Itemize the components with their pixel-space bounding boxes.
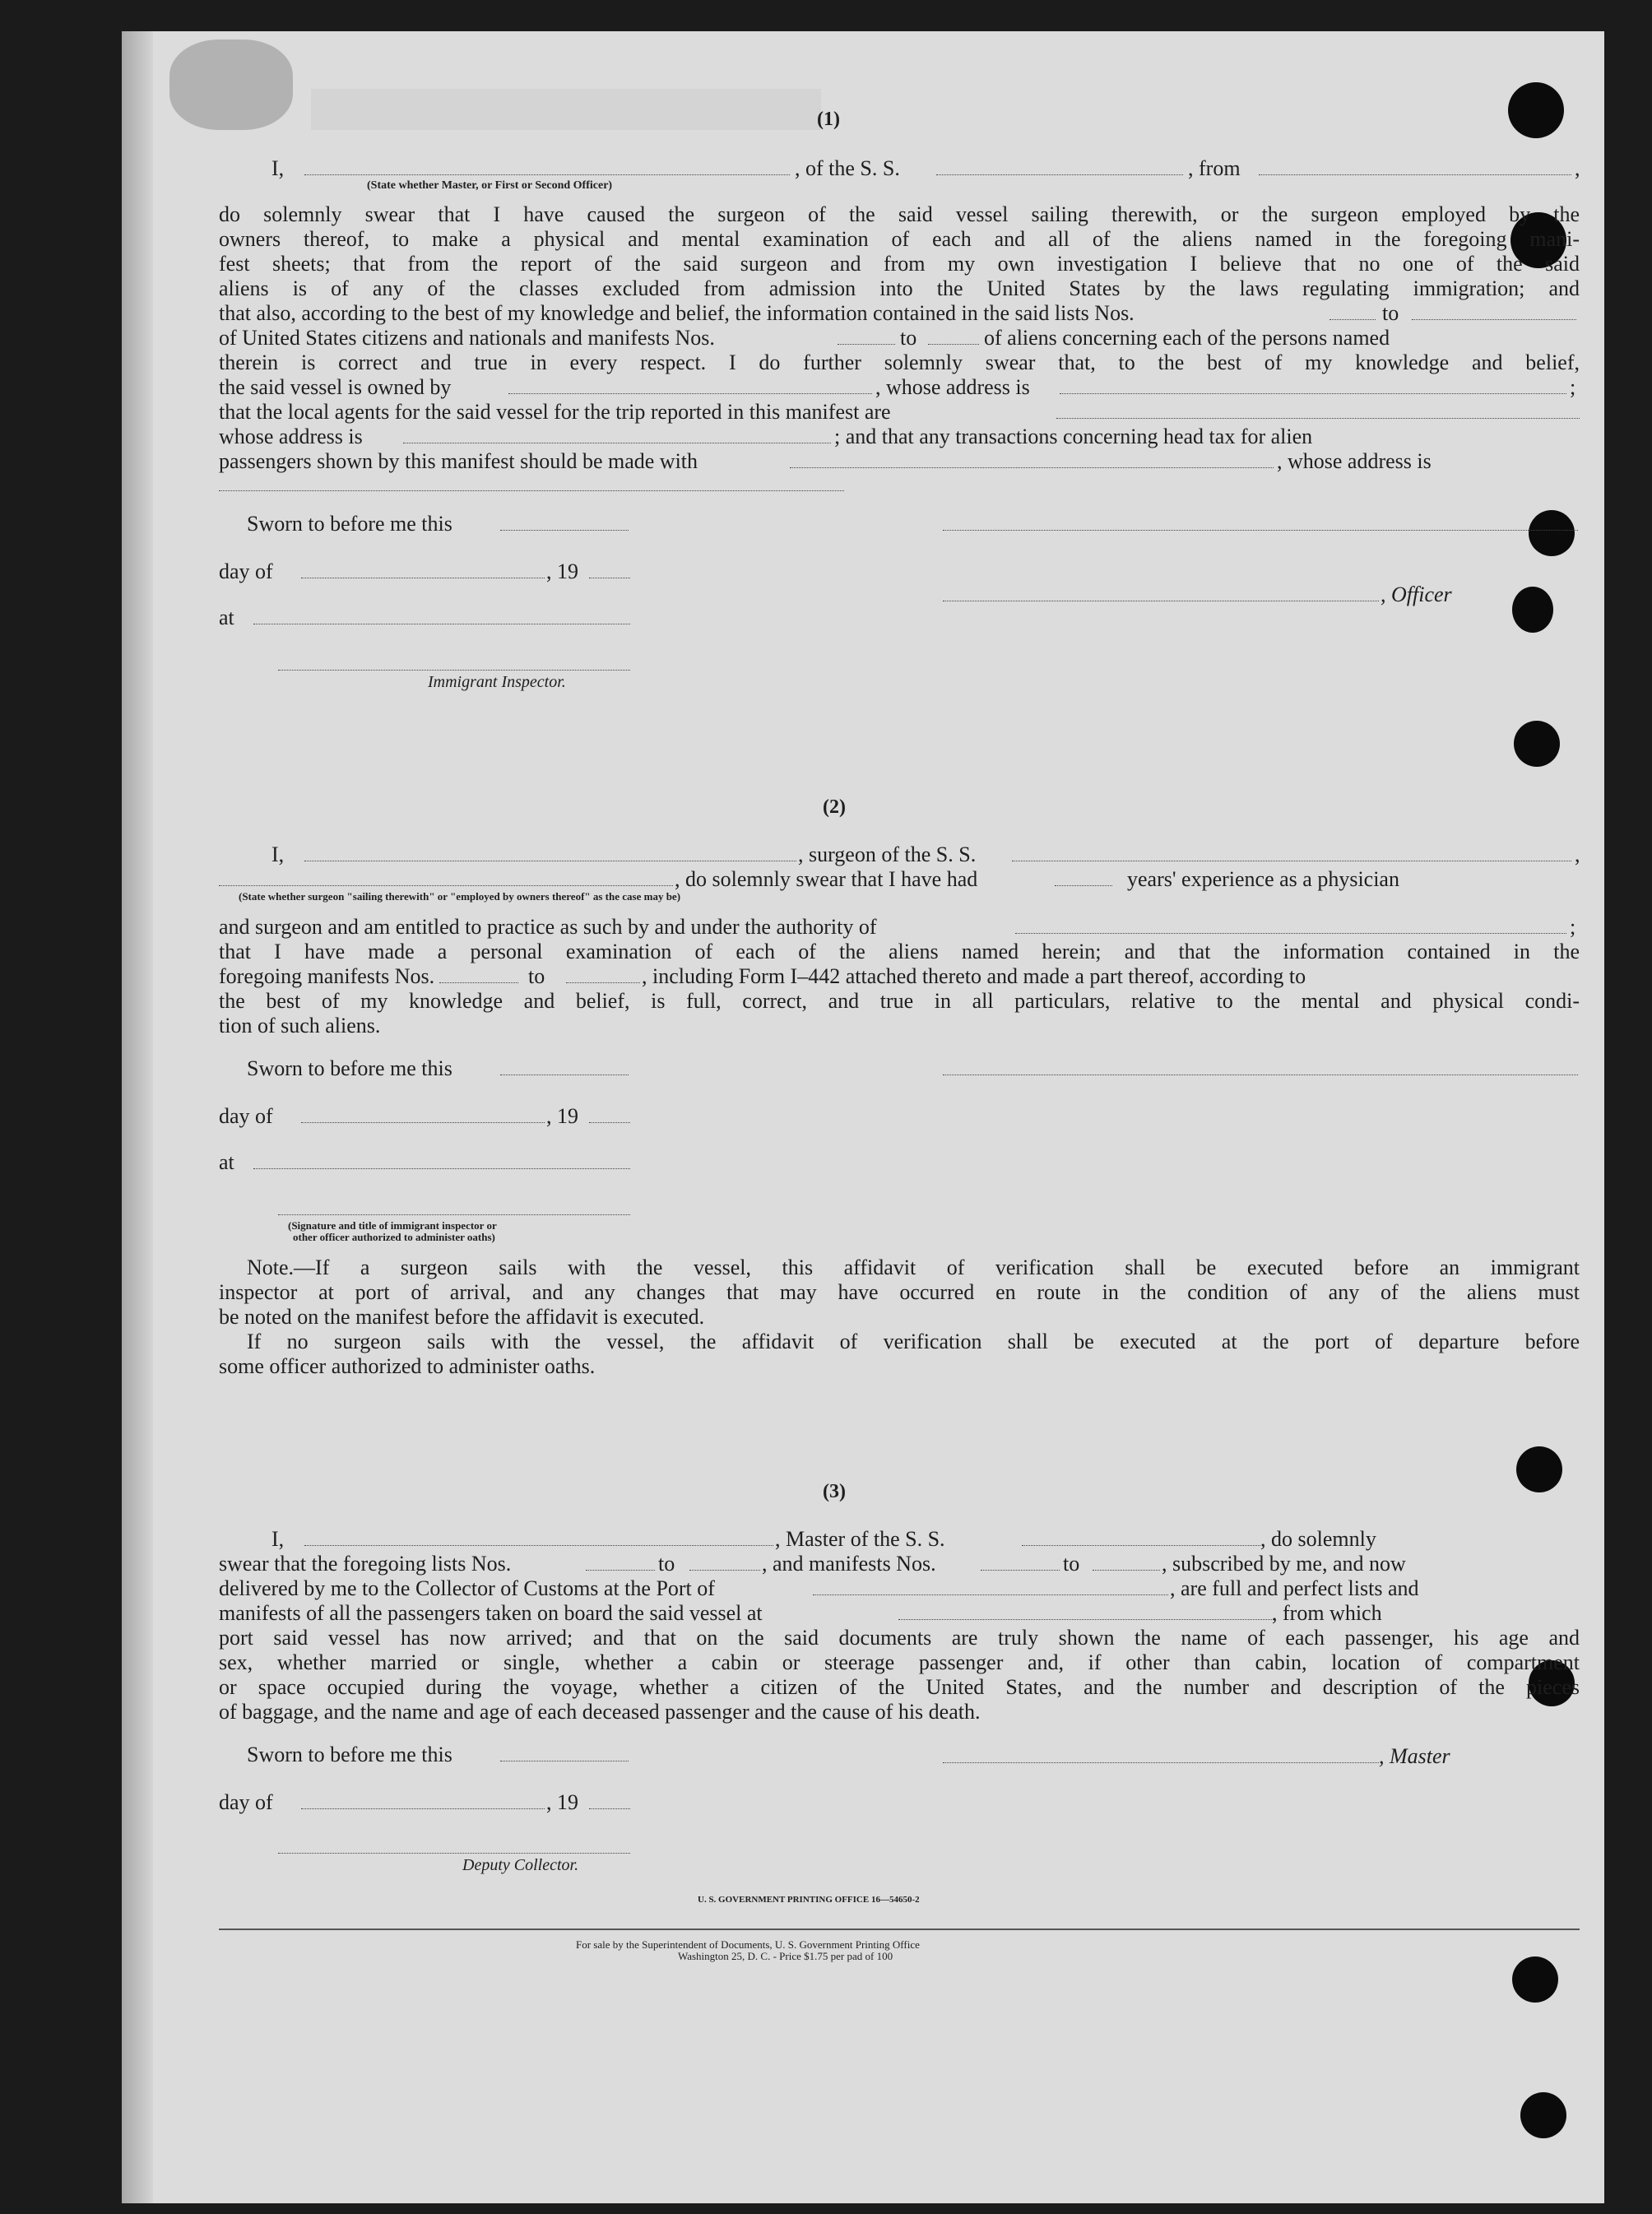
- s2-i: I,: [271, 842, 285, 866]
- s2-sworn: Sworn to before me this: [247, 1056, 452, 1080]
- blank-manifest-to-2[interactable]: [566, 982, 640, 983]
- s1-line-9: that the local agents for the said vessel for the trip reported in this manifest are: [219, 400, 891, 424]
- s3-line-5: sex, whether married or single, whether a cabin or steerage passenger and, if other than cabin, location of compartment: [219, 1650, 1580, 1674]
- s2-note-5: some officer authorized to administer oaths.: [219, 1354, 596, 1378]
- s3-dayof: day of: [219, 1790, 273, 1814]
- s1-state-note: (State whether Master, or First or Second Officer): [367, 179, 613, 192]
- blank-day-month-2[interactable]: [301, 1122, 545, 1123]
- blank-head-tax-contact[interactable]: [790, 467, 1274, 468]
- s3-line-1e: , subscribed by me, and now: [1162, 1552, 1406, 1576]
- blank-local-agents[interactable]: [1056, 418, 1580, 419]
- s1-line-4: aliens is of any of the classes excluded from admission into the United States by the laws regulating immigration; and: [219, 276, 1580, 300]
- s1-officer: , Officer: [1381, 583, 1452, 606]
- s1-line-6c: of aliens concerning each of the persons named: [984, 326, 1390, 350]
- blank-officer-name[interactable]: [304, 174, 790, 175]
- blank-authority[interactable]: [1015, 933, 1566, 934]
- blank-manifest-no-from[interactable]: [838, 344, 895, 345]
- punch-hole: [1514, 721, 1560, 767]
- s3-line-1b: to: [658, 1552, 675, 1576]
- s3-line-6: or space occupied during the voyage, whether a citizen of the United States, and the number and description of the pieces: [219, 1675, 1580, 1699]
- s2-note-4: If no surgeon sails with the vessel, the affidavit of verification shall be executed at the port of departure before: [247, 1330, 1580, 1353]
- s1-line-6a: of United States citizens and nationals and manifests Nos.: [219, 326, 715, 350]
- s3-line-4: port said vessel has now arrived; and that on the said documents are truly shown the name of each passenger, his age and: [219, 1626, 1580, 1650]
- section-1-number: (1): [817, 109, 840, 130]
- blank-head-tax-address[interactable]: [219, 490, 844, 491]
- s2-at: at: [219, 1150, 234, 1174]
- blank-inspector-sig[interactable]: [278, 670, 630, 671]
- blank-years[interactable]: [1055, 885, 1112, 886]
- s2-nineteen: , 19: [546, 1104, 578, 1128]
- s1-line-5a: that also, according to the best of my knowledge and belief, the information contained in the said lists Nos.: [219, 301, 1135, 325]
- s1-line-7: therein is correct and true in every respect. I do further solemnly swear that, to the best of my knowledge and belief,: [219, 350, 1580, 374]
- s1-i: I,: [271, 156, 285, 180]
- s2-line-5: tion of such aliens.: [219, 1014, 381, 1037]
- s3-nineteen: , 19: [546, 1790, 578, 1814]
- s1-line-8a: the said vessel is owned by: [219, 375, 452, 399]
- section-2-number: (2): [823, 796, 846, 818]
- s1-line-10b: ; and that any transactions concerning head tax for alien: [834, 425, 1313, 448]
- blank-from-port[interactable]: [1259, 174, 1571, 175]
- paper-edge: [122, 31, 153, 2203]
- s1-inspector: Immigrant Inspector.: [428, 673, 566, 691]
- s1-from: , from: [1188, 156, 1241, 180]
- section-3-number: (3): [823, 1481, 846, 1502]
- blank-manifest-no-to[interactable]: [928, 344, 979, 345]
- sale-line-1: For sale by the Superintendent of Documents, U. S. Government Printing Office: [576, 1938, 920, 1951]
- s1-at: at: [219, 606, 234, 629]
- blank-year-2[interactable]: [589, 1122, 630, 1123]
- s2-line-1b: ;: [1570, 915, 1576, 939]
- s3-line-1d: to: [1063, 1552, 1080, 1576]
- s2-sig-2: other officer authorized to administer oaths): [293, 1231, 495, 1243]
- s1-nineteen: , 19: [546, 559, 578, 583]
- punch-hole: [1516, 1446, 1562, 1492]
- s3-line-1c: , and manifests Nos.: [762, 1552, 936, 1576]
- s1-line-3: fest sheets; that from the report of the said surgeon and from my own investigation I believe that no one of the said: [219, 252, 1580, 276]
- ink-blot: [169, 39, 293, 130]
- blank-owner-address[interactable]: [1060, 393, 1566, 394]
- s2-note-1: Note.—If a surgeon sails with the vessel, this affidavit of verification shall be executed before an immigrant: [247, 1256, 1580, 1279]
- form-page: [122, 31, 1604, 2203]
- s3-line-2a: delivered by me to the Collector of Customs at the Port of: [219, 1576, 715, 1600]
- s3-line-2b: , are full and perfect lists and: [1170, 1576, 1419, 1600]
- punch-hole: [1512, 587, 1553, 633]
- blank-manifest-from-2[interactable]: [439, 982, 518, 983]
- s1-line-2: owners thereof, to make a physical and mental examination of each and all of the aliens named in the foregoing mani-: [219, 227, 1580, 251]
- sale-line-2: Washington 25, D. C. - Price $1.75 per pad of 100: [678, 1950, 893, 1962]
- s1-line-11b: , whose address is: [1277, 449, 1432, 473]
- s3-line-1a: swear that the foregoing lists Nos.: [219, 1552, 512, 1576]
- s1-sworn: Sworn to before me this: [247, 512, 452, 536]
- s2-line-3a: foregoing manifests Nos.: [219, 964, 435, 988]
- blank-boarding-port[interactable]: [898, 1619, 1274, 1620]
- s1-line-6b: to: [900, 326, 917, 350]
- s3-i: I,: [271, 1527, 285, 1551]
- gpo-imprint: U. S. GOVERNMENT PRINTING OFFICE 16—54650-2: [698, 1895, 920, 1905]
- blank-ship-name[interactable]: [936, 174, 1183, 175]
- blank-ship-name-3[interactable]: [1022, 1545, 1260, 1546]
- s2-surgeon: , surgeon of the S. S.: [798, 842, 977, 866]
- s1-comma: ,: [1575, 156, 1580, 180]
- s3-master-sig: , Master: [1379, 1744, 1450, 1768]
- s2-comma: ,: [1575, 842, 1580, 866]
- blank-owner[interactable]: [508, 393, 872, 394]
- s2-note: (State whether surgeon "sailing therewith" or "employed by owners thereof" as the case may be): [239, 890, 681, 903]
- s2-line-3b: to: [528, 964, 545, 988]
- blank-place-2[interactable]: [253, 1168, 630, 1169]
- s1-line-8b: , whose address is: [875, 375, 1030, 399]
- s2-swear: , do solemnly swear that I have had: [675, 867, 978, 891]
- s2-note-3: be noted on the manifest before the affidavit is executed.: [219, 1305, 705, 1329]
- blank-list-no-from[interactable]: [1329, 319, 1376, 320]
- blank-master-name[interactable]: [304, 1545, 773, 1546]
- s3-swear: , do solemnly: [1260, 1527, 1376, 1551]
- s3-deputy: Deputy Collector.: [462, 1856, 579, 1874]
- blank-port[interactable]: [813, 1594, 1168, 1595]
- blank-list-from-3[interactable]: [586, 1570, 655, 1571]
- blank-inspector-sig-2[interactable]: [278, 1214, 630, 1215]
- s3-line-3a: manifests of all the passengers taken on board the said vessel at: [219, 1601, 763, 1625]
- blank-day-month-3[interactable]: [301, 1808, 545, 1809]
- s2-line-4: the best of my knowledge and belief, is full, correct, and true in all particulars, relative to the mental and physical condi-: [219, 989, 1580, 1013]
- s1-of-ss: , of the S. S.: [795, 156, 900, 180]
- blank-year-3[interactable]: [589, 1808, 630, 1809]
- punch-hole: [1512, 1956, 1558, 2003]
- s1-line-5b: to: [1382, 301, 1399, 325]
- s3-master: , Master of the S. S.: [775, 1527, 945, 1551]
- s2-line-1a: and surgeon and am entitled to practice as such by and under the authority of: [219, 915, 877, 939]
- s2-sig-1: (Signature and title of immigrant inspector or: [288, 1219, 497, 1232]
- blank-master-sig[interactable]: [943, 1762, 1379, 1763]
- s2-years: years' experience as a physician: [1127, 867, 1399, 891]
- s3-line-7: of baggage, and the name and age of each deceased passenger and the cause of his death.: [219, 1700, 981, 1724]
- bleed-through-text: [311, 89, 821, 130]
- s1-dayof: day of: [219, 559, 273, 583]
- blank-manifest-from-3[interactable]: [981, 1570, 1060, 1571]
- s3-line-3b: , from which: [1272, 1601, 1382, 1625]
- s1-line-10a: whose address is: [219, 425, 363, 448]
- s2-note-2: inspector at port of arrival, and any changes that may have occurred en route in the condition of any of the aliens must: [219, 1280, 1580, 1304]
- blank-signature-1[interactable]: [943, 530, 1578, 531]
- s1-line-1: do solemnly swear that I have caused the surgeon of the said vessel sailing therewith, or the surgeon employed by the: [219, 202, 1580, 226]
- punch-hole: [1508, 82, 1564, 138]
- blank-sworn-date-1[interactable]: [500, 530, 629, 531]
- punch-hole: [1529, 510, 1575, 556]
- blank-list-no-to[interactable]: [1412, 319, 1576, 320]
- blank-surgeon-status[interactable]: [219, 885, 673, 886]
- blank-deputy-sig[interactable]: [278, 1853, 630, 1854]
- punch-hole: [1520, 2092, 1566, 2138]
- s1-line-8c: ;: [1570, 375, 1576, 399]
- footer-rule: [219, 1929, 1580, 1930]
- s2-dayof: day of: [219, 1104, 273, 1128]
- s3-sworn: Sworn to before me this: [247, 1743, 452, 1766]
- blank-manifest-to-3[interactable]: [1093, 1570, 1160, 1571]
- s1-line-11a: passengers shown by this manifest should be made with: [219, 449, 698, 473]
- s2-line-2: that I have made a personal examination of each of the aliens named herein; and that the information contained in the: [219, 940, 1580, 963]
- s2-line-3c: , including Form I–442 attached thereto and made a part thereof, according to: [642, 964, 1306, 988]
- blank-list-to-3[interactable]: [689, 1570, 760, 1571]
